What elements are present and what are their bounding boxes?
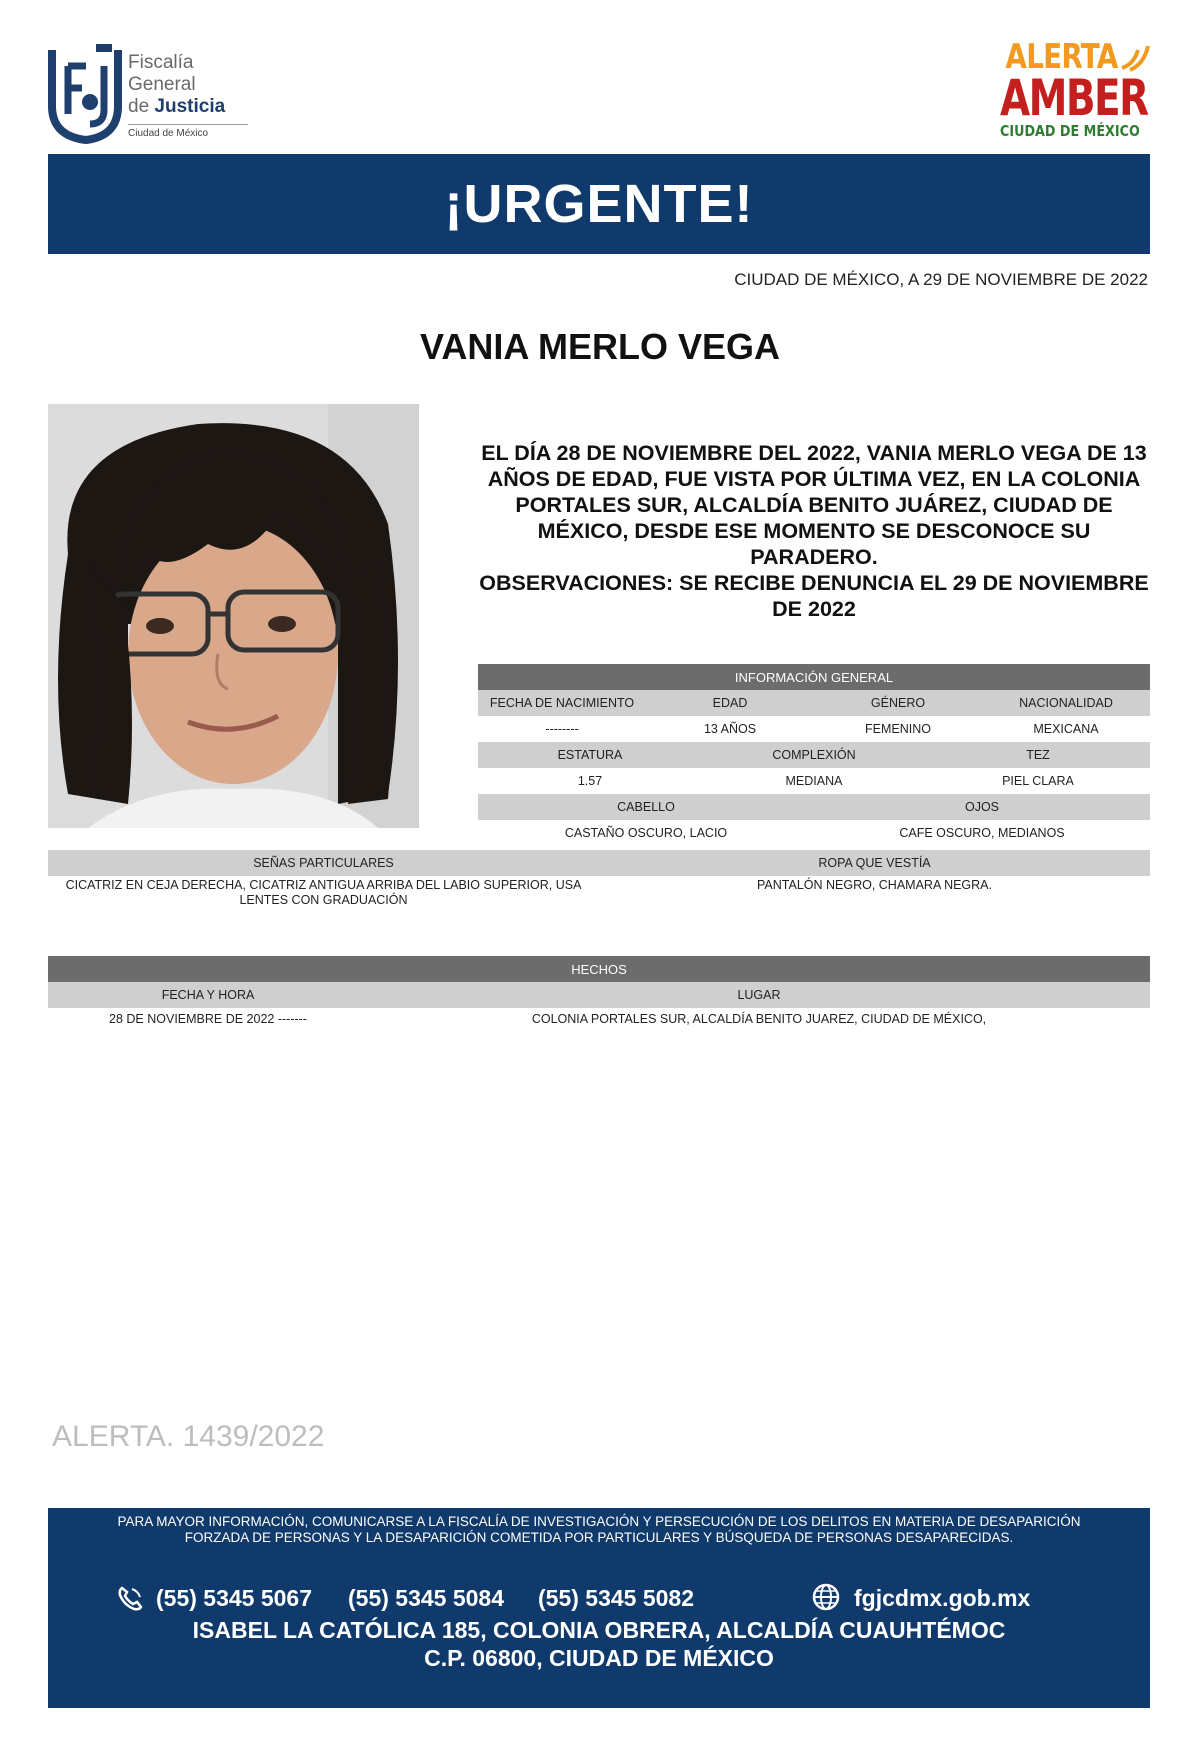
alert-id: ALERTA. 1439/2022 (52, 1420, 325, 1453)
value-gender: FEMENINO (865, 722, 931, 736)
row3-values (478, 820, 1150, 846)
person-photo (48, 404, 419, 828)
website-link[interactable]: fgjcdmx.gob.mx (854, 1585, 1031, 1611)
fgj-logo (46, 44, 236, 144)
fgj-emblem-icon (46, 44, 124, 144)
value-eyes: CAFE OSCURO, MEDIANOS (899, 826, 1065, 840)
fgj-sub: Ciudad de México (128, 124, 248, 139)
fgj-line3 (128, 96, 248, 118)
fgj-line3-prefix: de (128, 96, 155, 117)
footer-address (48, 1616, 1150, 1672)
value-build: MEDIANA (785, 774, 843, 788)
phone-2[interactable]: (55) 5345 5084 (348, 1585, 505, 1611)
events-values (48, 1008, 1150, 1030)
address-line1: ISABEL LA CATÓLICA 185, COLONIA OBRERA, ALCALDÍA CUAUHTÉMOC (192, 1617, 1006, 1643)
globe-icon (810, 1581, 842, 1613)
value-datetime: 28 DE NOVIEMBRE DE 2022 ------- (109, 1012, 307, 1026)
value-complexion: PIEL CLARA (1002, 774, 1074, 788)
phone-1[interactable]: (55) 5345 5067 (156, 1585, 313, 1611)
features-header-row (48, 850, 1150, 876)
amber-line1: ALERTA (1005, 37, 1118, 77)
header-hair: CABELLO (617, 800, 675, 814)
urgent-title: ¡URGENTE! (444, 174, 754, 234)
date-line: CIUDAD DE MÉXICO, A 29 DE NOVIEMBRE DE 2022 (734, 270, 1148, 289)
header-nationality: NACIONALIDAD (1019, 696, 1113, 710)
general-info-table (478, 664, 1150, 846)
header-build: COMPLEXIÓN (772, 748, 856, 762)
footer (48, 1508, 1150, 1708)
phone-icon (116, 1585, 144, 1613)
row1-headers (478, 690, 1150, 716)
fgj-line1: Fiscalía (128, 52, 194, 73)
value-nationality: MEXICANA (1033, 722, 1099, 736)
row3-headers (478, 794, 1150, 820)
header-complexion: TEZ (1026, 748, 1050, 762)
person-name: VANIA MERLO VEGA (419, 326, 781, 367)
amber-signal-icon (1118, 42, 1152, 72)
portrait-image (48, 404, 419, 828)
alerta-amber-logo (1000, 37, 1150, 150)
row2-headers (478, 742, 1150, 768)
urgent-banner (48, 154, 1150, 254)
header-eyes: OJOS (964, 800, 1000, 814)
value-distinguishing-marks: CICATRIZ EN CEJA DERECHA, CICATRIZ ANTIGUA ARRIBA DEL LABIO SUPERIOR, USA LENTES CON GRADUACIÓN (65, 878, 582, 907)
phone-3[interactable]: (55) 5345 5082 (538, 1585, 695, 1611)
events-table (48, 956, 1150, 1030)
footer-info-text: PARA MAYOR INFORMACIÓN, COMUNICARSE A LA FISCALÍA DE INVESTIGACIÓN Y PERSECUCIÓN DE LOS DELITOS EN MATERIA DE DESAPARICIÓN FORZADA DE PERSONAS Y LA DESAPARICIÓN COMETIDA POR PARTICULARES Y BÚSQUEDA DE PERSONAS DESAPARECIDAS. (117, 1514, 1081, 1545)
value-clothing: PANTALÓN NEGRO, CHAMARA NEGRA. (757, 878, 992, 892)
header-location: LUGAR (737, 988, 781, 1002)
row2-values (478, 768, 1150, 794)
events-title: HECHOS (48, 956, 1150, 982)
header-distinguishing-marks: SEÑAS PARTICULARES (253, 856, 394, 870)
header-datetime: FECHA Y HORA (161, 988, 255, 1002)
amber-line2: AMBER (1000, 69, 1148, 127)
value-location: COLONIA PORTALES SUR, ALCALDÍA BENITO JUAREZ, CIUDAD DE MÉXICO, (531, 1012, 987, 1026)
general-info-title: INFORMACIÓN GENERAL (478, 664, 1150, 690)
header-age: EDAD (712, 696, 748, 710)
description-body: EL DÍA 28 DE NOVIEMBRE DEL 2022, VANIA MERLO VEGA DE 13 AÑOS DE EDAD, FUE VISTA POR ÚLTIMA VEZ, EN LA COLONIA PORTALES SUR, ALCALDÍA BENITO JUÁREZ, CIUDAD DE MÉXICO, DESDE ESE MOMENTO SE DESCONOCE SU PARADERO. (481, 441, 1147, 569)
header-gender: GÉNERO (870, 696, 926, 710)
header-height: ESTATURA (557, 748, 623, 762)
value-birthdate: -------- (545, 722, 579, 736)
case-description (478, 440, 1150, 622)
amber-line3: CIUDAD DE MÉXICO (1000, 122, 1140, 140)
fgj-wordmark (128, 52, 248, 139)
header-clothing: ROPA QUE VESTÍA (818, 856, 931, 870)
features-values-row (48, 878, 1150, 908)
fgj-line2: General (128, 74, 196, 95)
row1-values (478, 716, 1150, 742)
events-headers (48, 982, 1150, 1008)
description-observations: OBSERVACIONES: SE RECIBE DENUNCIA EL 29 DE NOVIEMBRE DE 2022 (479, 571, 1149, 621)
fgj-line3-bold: Justicia (154, 96, 226, 117)
footer-contacts (48, 1585, 1150, 1617)
value-hair: CASTAÑO OSCURO, LACIO (564, 826, 728, 840)
value-height: 1.57 (577, 774, 603, 788)
address-line2: C.P. 06800, CIUDAD DE MÉXICO (424, 1645, 774, 1671)
value-age: 13 AÑOS (703, 722, 757, 736)
header-birthdate: FECHA DE NACIMIENTO (489, 696, 635, 710)
